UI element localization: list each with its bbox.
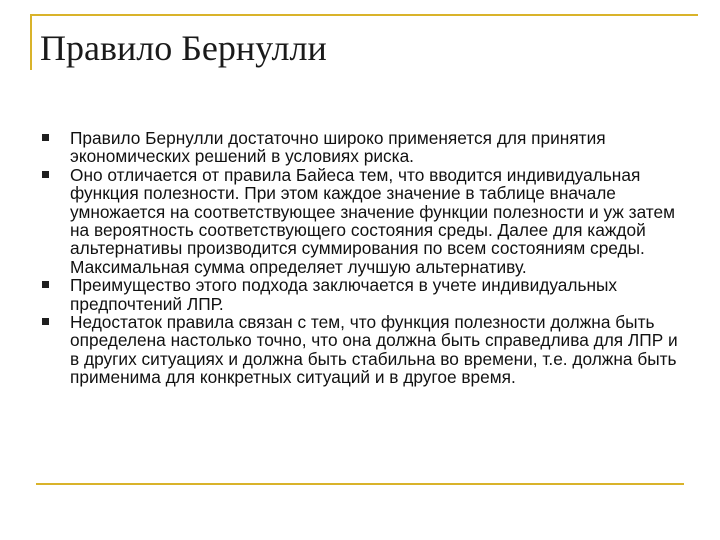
bottom-accent-line [36,483,684,485]
square-bullet-icon [42,318,49,325]
bullet-item [42,313,687,387]
bullet-text: Правило Бернулли достаточно широко применяется для принятия экономических решений в условиях риска. [70,128,606,167]
slide-title: Правило Бернулли [40,28,327,68]
bullet-item [42,129,687,166]
bullet-text: Оно отличается от правила Байеса тем, что вводится индивидуальная функция полезности. При этом каждое значение в таблице вначале умножается на соответствующее значение функции полезности и уж затем на вероятность соответствующего состояния среды. Далее для каждой альтернативы производится суммирования по всем состояниям среды. Максимальная сумма определяет лучшую альтернативу. [70,164,676,277]
bullet-text: Недостаток правила связан с тем, что функция полезности должна быть определена настолько точно, что она должна быть справедлива для ЛПР и в других ситуациях и должна быть стабильна во времени, т.е. должна быть применима для конкретных ситуаций и в другое время. [70,312,678,388]
square-bullet-icon [42,281,49,288]
left-accent-line [30,14,32,70]
square-bullet-icon [42,171,49,178]
bullet-list [42,129,687,387]
bullet-text: Преимущество этого подхода заключается в учете индивидуальных предпочтений ЛПР. [70,275,618,314]
bullet-item [42,166,687,276]
bullet-item [42,276,687,313]
top-accent-line [30,14,698,16]
square-bullet-icon [42,134,49,141]
